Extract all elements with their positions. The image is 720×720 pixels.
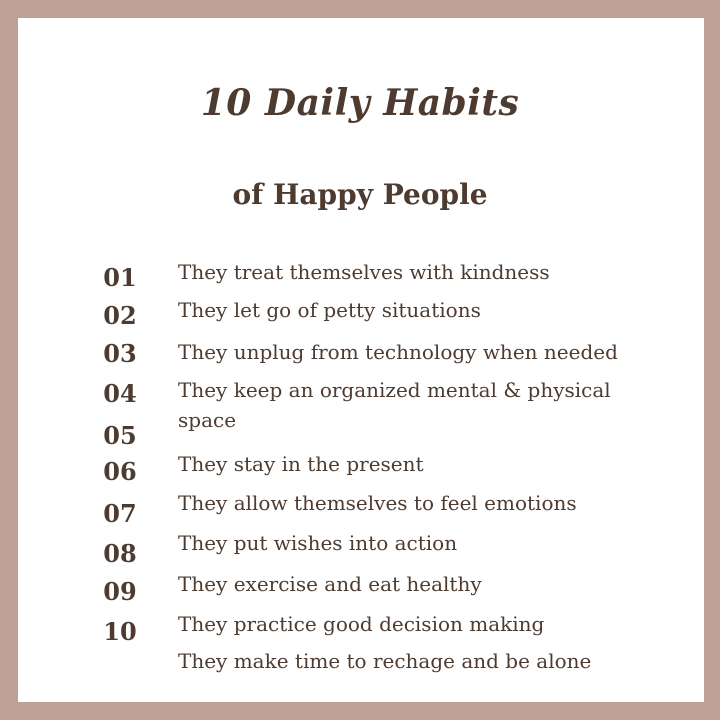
- list-item: They treat themselves with kindness: [178, 260, 550, 284]
- page-subtitle: of Happy People: [232, 178, 488, 211]
- page-title: 10 Daily Habits: [200, 82, 520, 124]
- habit-number: 06: [103, 457, 137, 486]
- list-item: They put wishes into action: [178, 531, 458, 555]
- habit-number: 07: [103, 499, 137, 528]
- list-item: They let go of petty situations: [178, 298, 481, 322]
- list-item: They exercise and eat healthy: [178, 572, 482, 596]
- habit-number: 03: [103, 339, 137, 368]
- habit-number: 10: [103, 617, 137, 646]
- habit-number: 05: [103, 421, 137, 450]
- list-item: They allow themselves to feel emotions: [178, 491, 577, 515]
- habit-number: 01: [103, 263, 137, 292]
- habit-number: 04: [103, 379, 137, 408]
- habit-number: 08: [103, 539, 137, 568]
- habit-number: 02: [103, 301, 137, 330]
- habit-number: 09: [103, 577, 137, 606]
- list-item: They practice good decision making: [178, 612, 545, 636]
- list-item: They keep an organized mental & physical space: [178, 378, 611, 432]
- list-item: They make time to rechage and be alone: [178, 649, 592, 673]
- list-item: They unplug from technology when needed: [178, 340, 618, 364]
- list-item: They stay in the present: [178, 452, 424, 476]
